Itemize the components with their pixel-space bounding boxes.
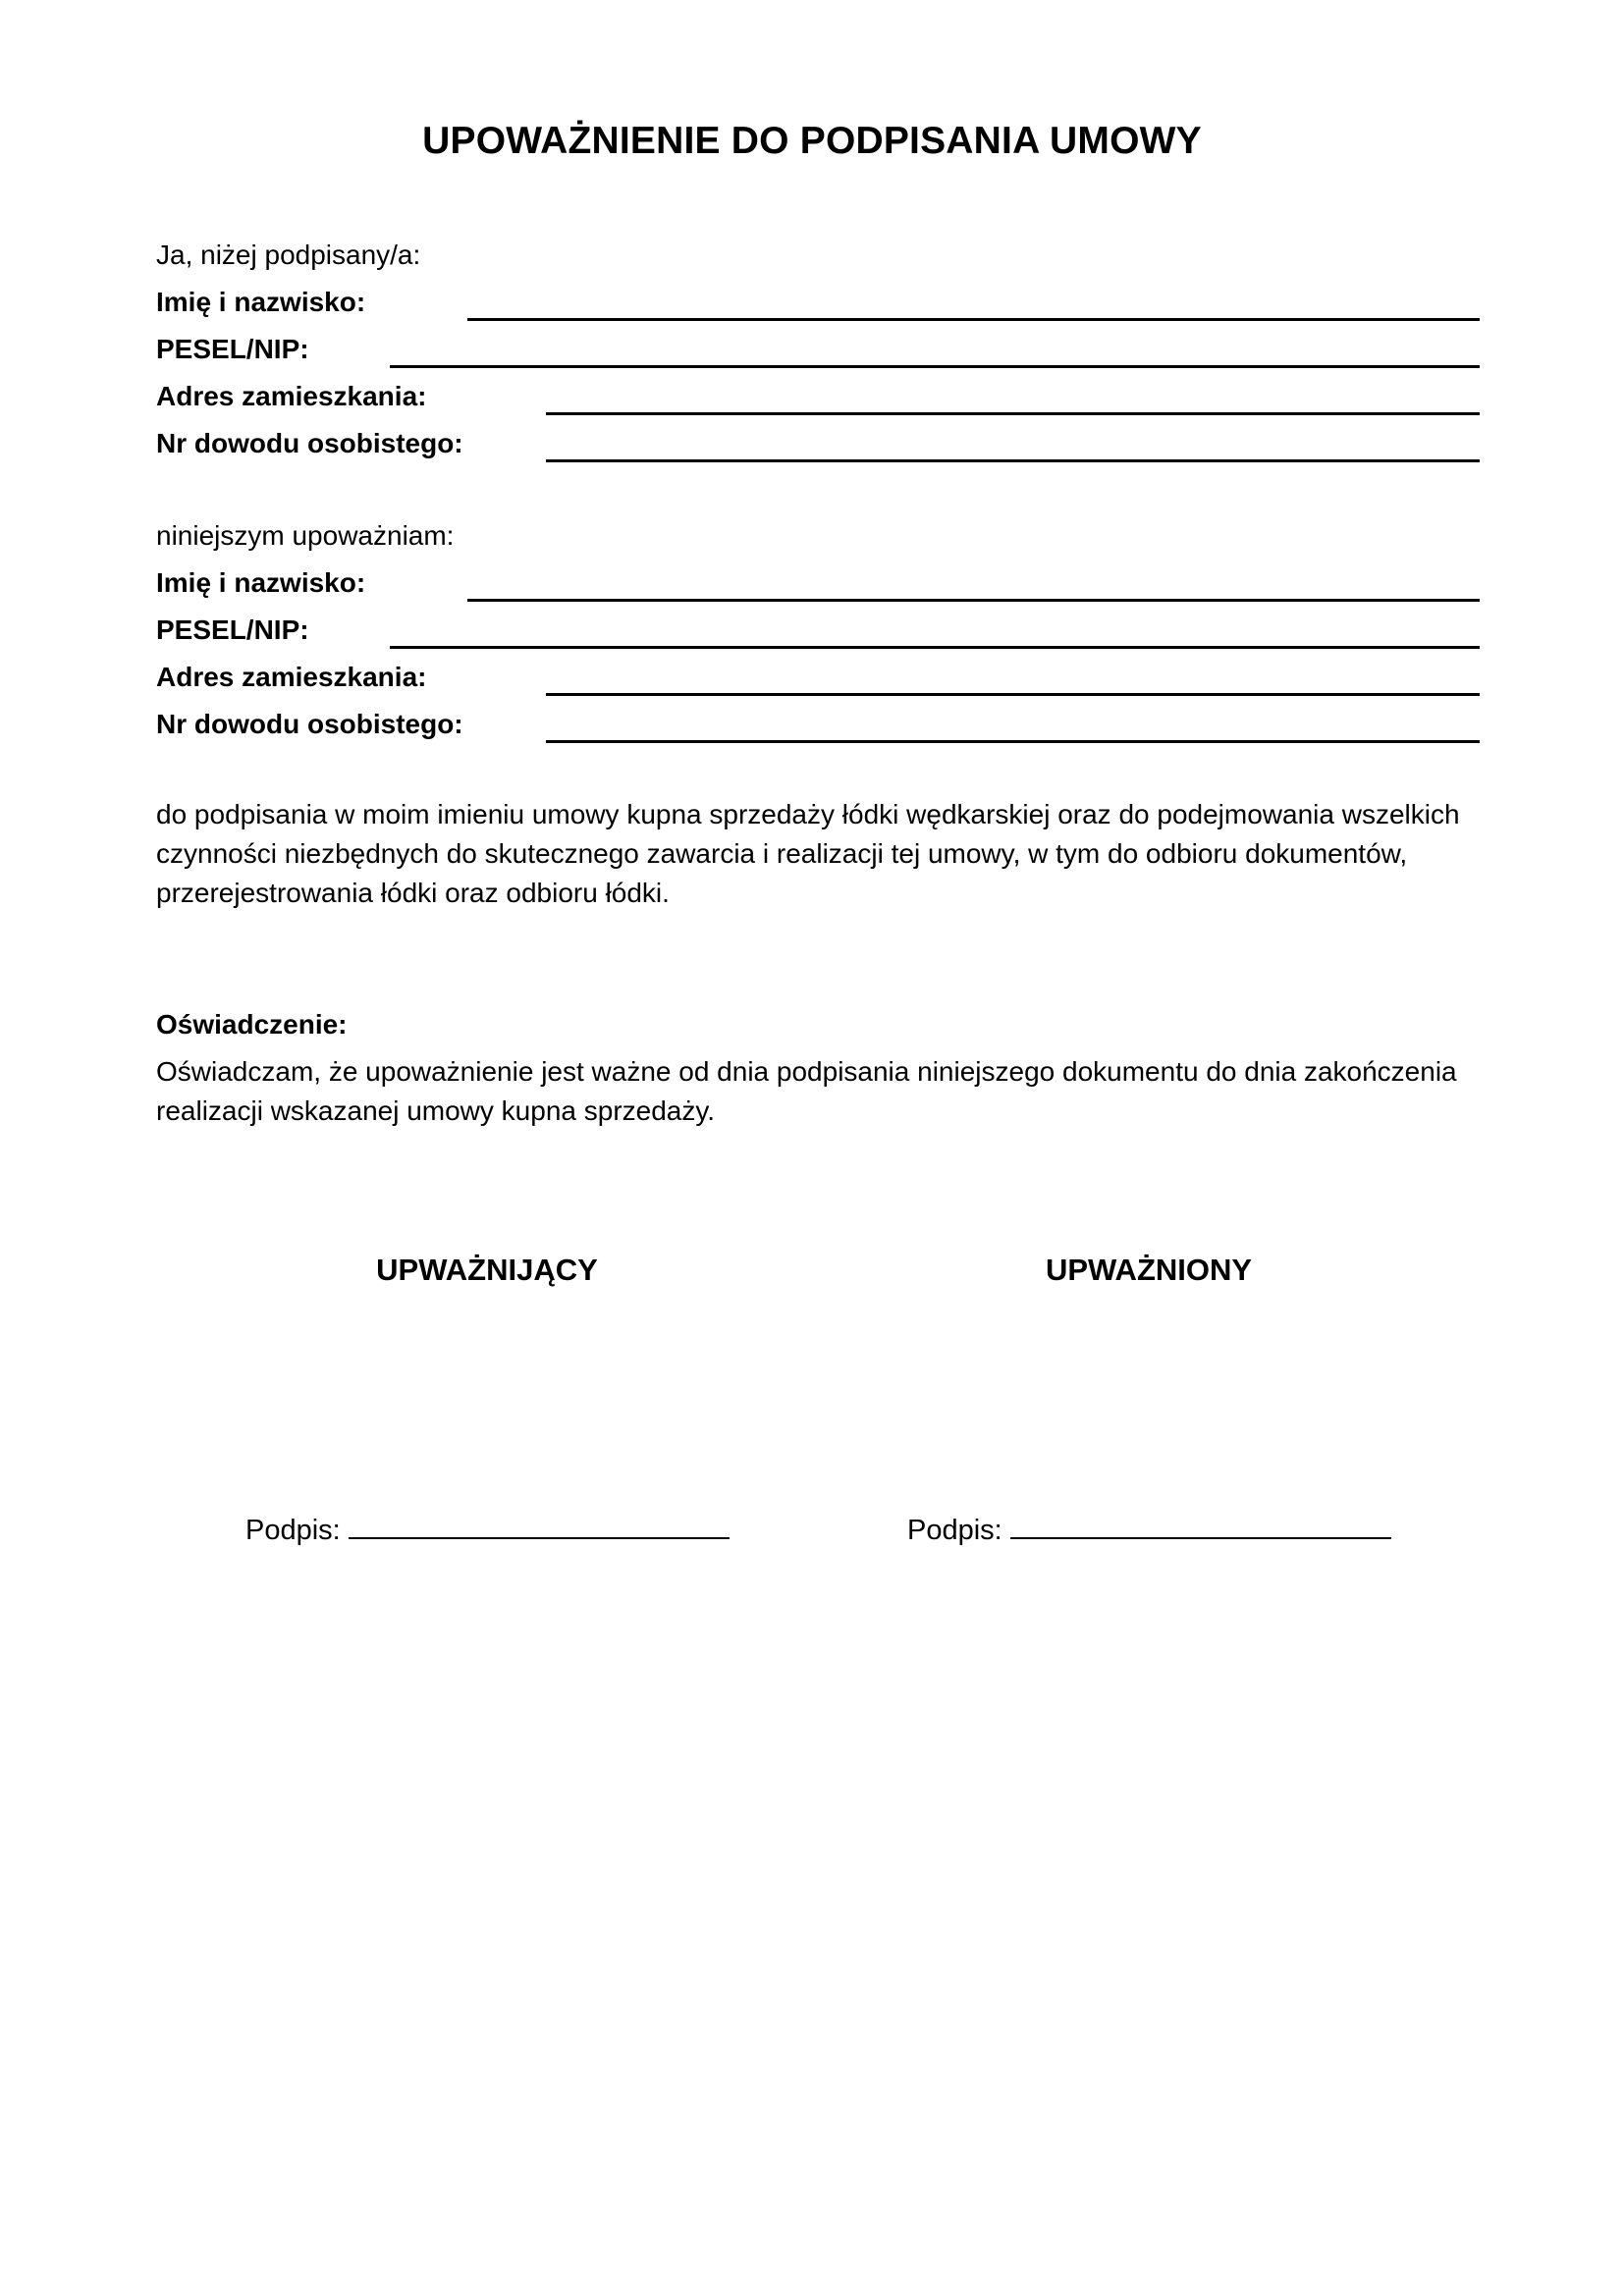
agent-pesel-field[interactable] <box>390 646 1480 649</box>
agent-pesel-row <box>156 614 1480 654</box>
principal-signature-block <box>245 1515 730 1547</box>
agent-id-label: Nr dowodu osobistego: <box>156 709 463 739</box>
agent-signature-heading: UPWAŻNIONY <box>1045 1253 1253 1287</box>
principal-signature-line[interactable] <box>349 1516 730 1539</box>
agent-signature-line[interactable] <box>1010 1516 1391 1539</box>
agent-id-field[interactable] <box>546 740 1480 743</box>
agent-address-row <box>156 662 1480 701</box>
agent-signature-label: Podpis: <box>907 1515 1002 1546</box>
principal-pesel-row <box>156 334 1480 373</box>
agent-signature-block <box>907 1515 1391 1547</box>
principal-name-label: Imię i nazwisko: <box>156 287 366 317</box>
principal-signature-heading: UPWAŻNIJĄCY <box>376 1253 598 1287</box>
principal-id-row <box>156 428 1480 467</box>
agent-id-row <box>156 709 1480 748</box>
principal-address-field[interactable] <box>546 412 1480 415</box>
agent-name-row <box>156 567 1480 607</box>
principal-id-field[interactable] <box>546 459 1480 462</box>
document-title: UPOWAŻNIENIE DO PODPISANIA UMOWY <box>422 120 1202 162</box>
principal-signature-label: Podpis: <box>245 1515 341 1546</box>
principal-address-label: Adres zamieszkania: <box>156 381 427 411</box>
principal-name-field[interactable] <box>467 318 1480 321</box>
principal-address-row <box>156 381 1480 420</box>
principal-id-label: Nr dowodu osobistego: <box>156 428 463 458</box>
scope-paragraph: do podpisania w moim imieniu umowy kupna sprzedaży łódki wędkarskiej oraz do podejmowania wszelkich czynności niezbędnych do skutecznego zawarcia i realizacji tej umowy, w tym do odbioru dokumentów, przerejestrowania łódki oraz odbioru łódki. <box>156 799 1460 908</box>
statement-text: Oświadczam, że upoważnienie jest ważne od dnia podpisania niniejszego dokumentu do dnia zakończenia realizacji wskazanej umowy kupna sprzedaży. <box>156 1056 1457 1126</box>
agent-intro: niniejszym upoważniam: <box>156 520 455 551</box>
principal-pesel-field[interactable] <box>390 365 1480 368</box>
principal-pesel-label: PESEL/NIP: <box>156 334 309 364</box>
statement-heading: Oświadczenie: <box>156 1009 348 1040</box>
principal-name-row <box>156 287 1480 326</box>
agent-name-label: Imię i nazwisko: <box>156 567 366 598</box>
principal-intro: Ja, niżej podpisany/a: <box>156 240 421 270</box>
agent-address-field[interactable] <box>546 693 1480 696</box>
agent-name-field[interactable] <box>467 599 1480 602</box>
agent-pesel-label: PESEL/NIP: <box>156 614 309 645</box>
agent-address-label: Adres zamieszkania: <box>156 662 427 692</box>
